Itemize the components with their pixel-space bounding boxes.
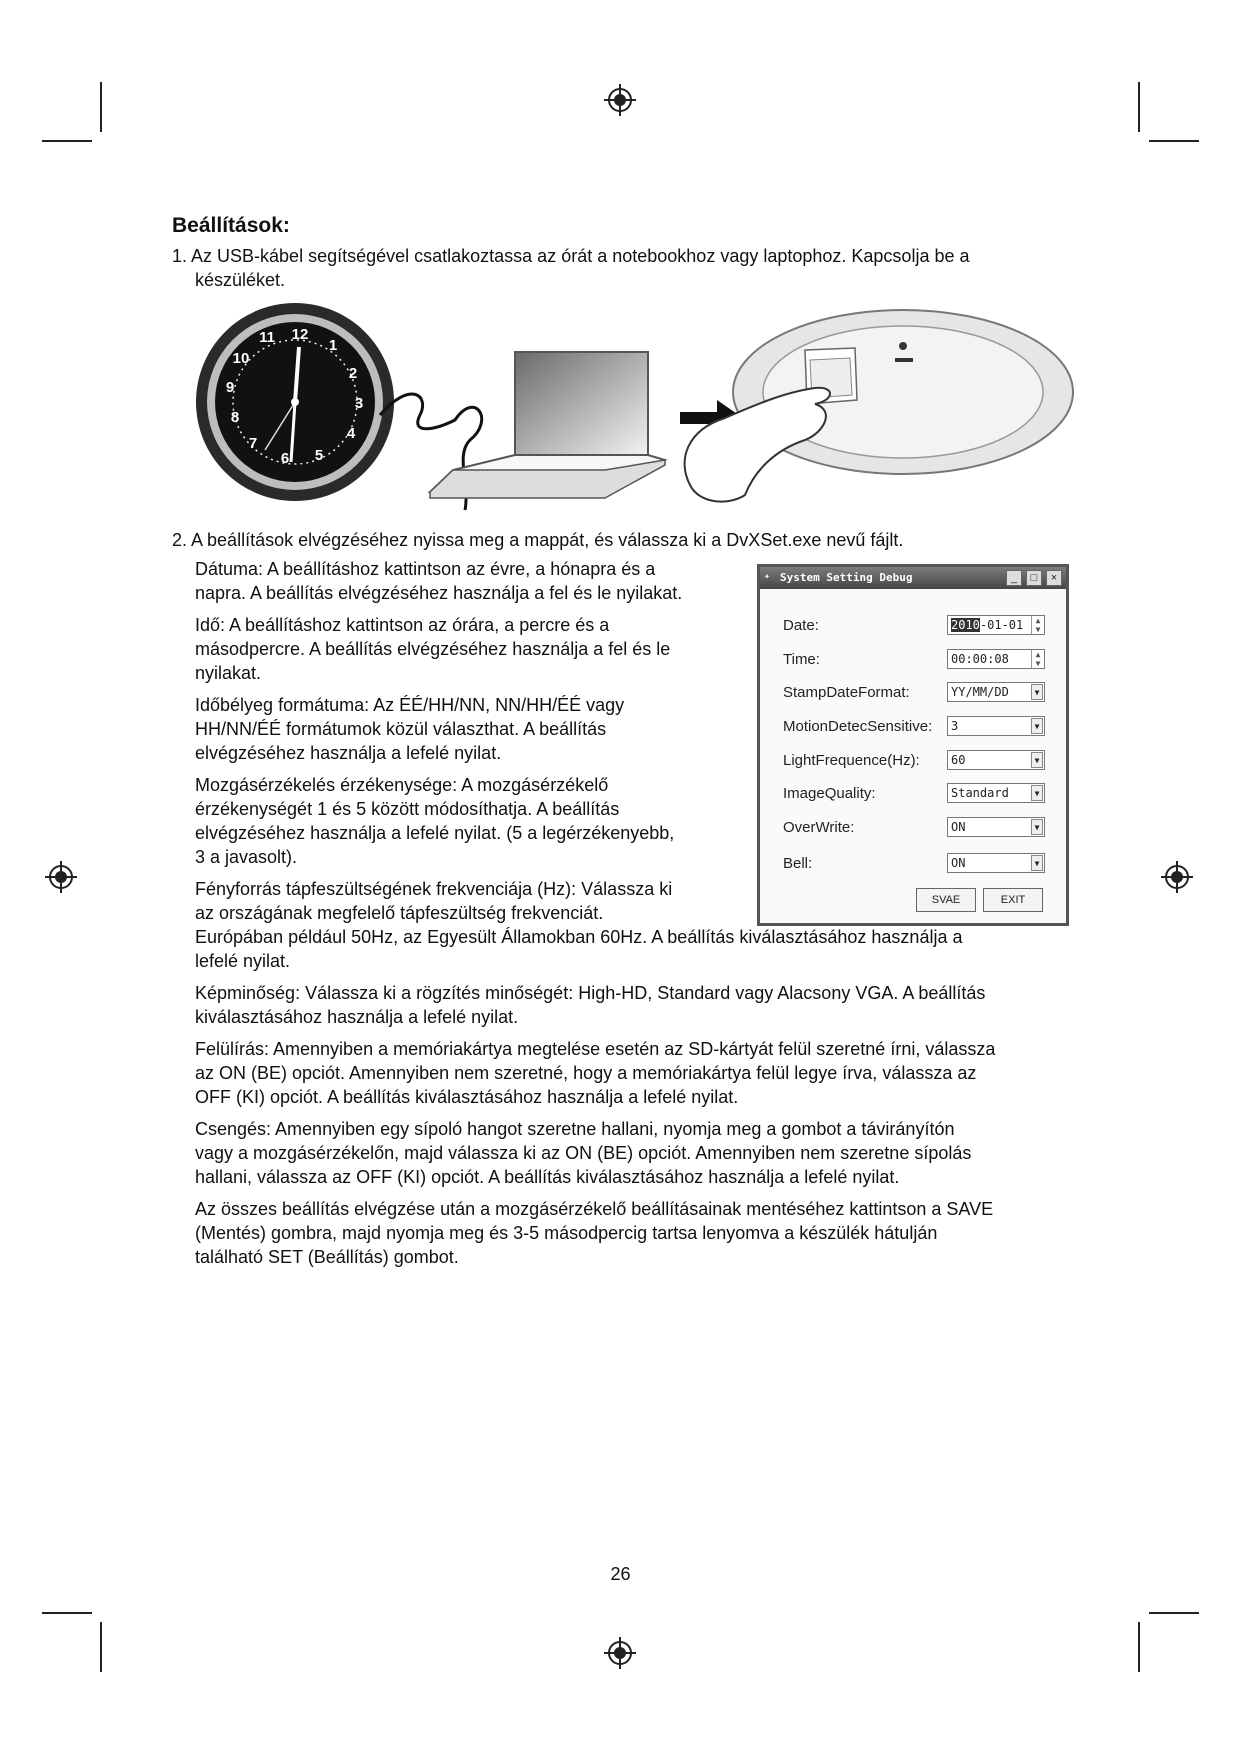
date-text: Dátuma: A beállításhoz kattintson az évre, a hónapra és a [195, 559, 656, 579]
crop-mark [1149, 1612, 1199, 1614]
registration-mark-icon [603, 1636, 637, 1670]
clock-number: 4 [346, 425, 356, 442]
bell-select[interactable] [947, 853, 1045, 873]
motion-sensitivity-label: MotionDetecSensitive: [783, 718, 933, 735]
stamp-format-text: Időbélyeg formátuma: Az ÉÉ/HH/NN, NN/HH/ÉÉ vagy [195, 695, 625, 715]
page-number: 26 [610, 1564, 631, 1584]
bell-value: ON [951, 856, 966, 870]
usb-connection-illustration [195, 300, 1075, 515]
spin-arrows-icon[interactable]: ▲ ▼ [1031, 650, 1044, 668]
crop-mark [1138, 82, 1140, 132]
clock-number: 12 [291, 326, 309, 343]
app-icon: ✦ [764, 571, 771, 582]
section-heading: Beállítások: [172, 214, 290, 237]
registration-mark-icon [44, 860, 78, 894]
registration-mark-icon [603, 83, 637, 117]
overwrite-value: ON [951, 820, 966, 834]
clock-number: 5 [314, 447, 324, 464]
minimize-button[interactable]: _ [1006, 570, 1022, 586]
dialog-title: System Setting Debug [780, 571, 913, 584]
chevron-down-icon[interactable]: ▼ [1031, 855, 1043, 871]
motion-sensitivity-text: elvégzéséhez használja a lefelé nyilat. (5 a legérzékenyebb, [195, 823, 675, 843]
stamp-date-format-label: StampDateFormat: [783, 684, 910, 701]
save-button[interactable]: SVAE [916, 888, 976, 912]
image-quality-text: Képminőség: Válassza ki a rögzítés minőségét: High-HD, Standard vagy Alacsony VGA. A beállítás [195, 983, 986, 1003]
overwrite-text: Felülírás: Amennyiben a memóriakártya megtelése esetén az SD-kártyát felül szeretné írni, válassza [195, 1039, 996, 1059]
wall-clock-icon [196, 303, 394, 501]
chevron-down-icon[interactable]: ▼ [1031, 752, 1043, 768]
time-text: nyilakat. [195, 663, 262, 683]
bell-text: Csengés: Amennyiben egy sípoló hangot szeretne hallani, nyomja meg a gombot a távirányítón [195, 1119, 955, 1139]
laptop-icon [430, 352, 665, 498]
clock-number: 1 [328, 337, 338, 354]
stamp-date-format-value: YY/MM/DD [951, 685, 1009, 699]
bell-label: Bell: [783, 855, 813, 872]
bell-text: vagy a mozgásérzékelőn, majd válassza ki az ON (BE) opciót. Amennyiben nem szeretne sípolás [195, 1143, 972, 1163]
step-1-line-2: készüléket. [195, 270, 286, 290]
crop-mark [100, 82, 102, 132]
image-quality-value: Standard [951, 786, 1009, 800]
maximize-button[interactable]: □ [1026, 570, 1042, 586]
time-text: másodpercre. A beállítás elvégzéséhez használja a fel és le [195, 639, 671, 659]
overwrite-label: OverWrite: [783, 819, 855, 836]
time-text: Idő: A beállításhoz kattintson az órára, a percre és a [195, 615, 610, 635]
exit-button[interactable]: EXIT [983, 888, 1043, 912]
motion-sensitivity-text: 3 a javasolt). [195, 847, 298, 867]
chevron-down-icon[interactable]: ▼ [1031, 718, 1043, 734]
overwrite-select[interactable] [947, 817, 1045, 837]
chevron-down-icon[interactable]: ▼ [1031, 819, 1043, 835]
crop-mark [42, 140, 92, 142]
chevron-down-icon[interactable]: ▼ [1031, 785, 1043, 801]
light-frequency-text: lefelé nyilat. [195, 951, 291, 971]
light-frequency-value: 60 [951, 753, 966, 767]
stamp-date-format-select[interactable] [947, 682, 1045, 702]
clock-number: 10 [232, 350, 250, 367]
clock-number: 11 [259, 329, 275, 346]
motion-sensitivity-value: 3 [951, 719, 959, 733]
save-instructions-text: (Mentés) gombra, majd nyomja meg és 3-5 másodpercig tartsa lenyomva a készülék hátulján [195, 1223, 938, 1243]
time-value: 00:00:08 [951, 652, 1009, 666]
time-label: Time: [783, 651, 820, 668]
stamp-format-text: HH/NN/ÉÉ formátumok közül választhat. A beállítás [195, 719, 607, 739]
crop-mark [1138, 1622, 1140, 1672]
motion-sensitivity-text: érzékenységét 1 és 5 között módosíthatja. A beállítás [195, 799, 620, 819]
light-frequency-text: Fényforrás tápfeszültségének frekvenciája (Hz): Válassza ki [195, 879, 673, 899]
crop-mark [42, 1612, 92, 1614]
date-text: napra. A beállítás elvégzéséhez használja a fel és le nyilakat. [195, 583, 683, 603]
clock-number: 8 [230, 409, 240, 426]
registration-mark-icon [1160, 860, 1194, 894]
clock-number: 9 [225, 379, 235, 396]
light-frequency-text: Európában például 50Hz, az Egyesült Államokban 60Hz. A beállítás kiválasztásához használja a [195, 927, 963, 947]
motion-sensitivity-text: Mozgásérzékelés érzékenysége: A mozgásérzékelő [195, 775, 609, 795]
image-quality-select[interactable] [947, 783, 1045, 803]
overwrite-text: az ON (BE) opciót. Amennyiben nem szeretné, hogy a memóriakártya felül legye írva, válassza az [195, 1063, 977, 1083]
step-2: 2. A beállítások elvégzéséhez nyissa meg a mappát, és válassza ki a DvXSet.exe nevű fájlt. [172, 530, 904, 550]
chevron-down-icon[interactable]: ▼ [1031, 684, 1043, 700]
light-frequency-select[interactable] [947, 750, 1045, 770]
crop-mark [100, 1622, 102, 1672]
stamp-format-text: elvégzéséhez használja a lefelé nyilat. [195, 743, 502, 763]
date-label: Date: [783, 617, 819, 634]
clock-number: 2 [348, 365, 358, 382]
save-instructions-text: található SET (Beállítás) gombot. [195, 1247, 459, 1267]
image-quality-text: kiválasztásához használja a lefelé nyilat. [195, 1007, 519, 1027]
image-quality-label: ImageQuality: [783, 785, 876, 802]
system-setting-dialog [757, 564, 1069, 926]
crop-mark [1149, 140, 1199, 142]
light-frequency-label: LightFrequence(Hz): [783, 752, 920, 769]
save-instructions-text: Az összes beállítás elvégzése után a mozgásérzékelő beállításainak mentéséhez kattintson a SAVE [195, 1199, 994, 1219]
step-1-line-1: 1. Az USB-kábel segítségével csatlakoztassa az órát a notebookhoz vagy laptophoz. Kapcsolja be a [172, 246, 970, 266]
spin-arrows-icon[interactable]: ▲ ▼ [1031, 616, 1044, 634]
date-field[interactable] [947, 615, 1045, 635]
time-field[interactable] [947, 649, 1045, 669]
bell-text: hallani, válassza az OFF (KI) opciót. A beállítás kiválasztásához használja a lefelé nyilat. [195, 1167, 900, 1187]
clock-number: 3 [354, 395, 364, 412]
clock-number: 6 [280, 450, 290, 467]
overwrite-text: OFF (KI) opciót. A beállítás kiválasztásához használja a lefelé nyilat. [195, 1087, 739, 1107]
date-year-selected: 2010 [951, 618, 980, 632]
light-frequency-text: az országának megfelelő tápfeszültség frekvenciát. [195, 903, 604, 923]
clock-number: 7 [248, 435, 258, 452]
date-rest: -01-01 [979, 618, 1024, 632]
motion-sensitivity-select[interactable] [947, 716, 1045, 736]
close-button[interactable]: × [1046, 570, 1062, 586]
